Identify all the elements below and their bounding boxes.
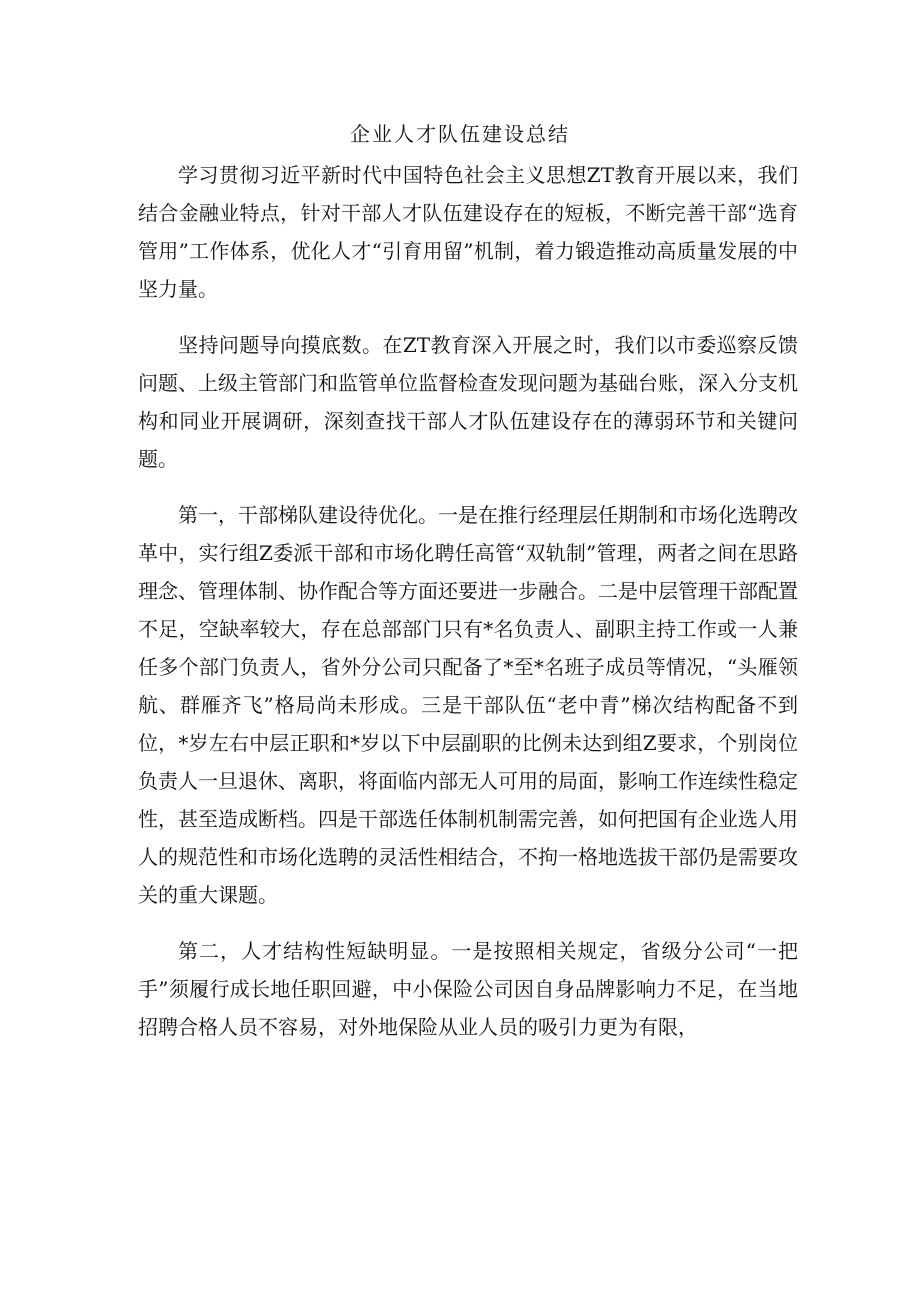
- document-title: 企业人才队伍建设总结: [350, 122, 570, 146]
- paragraph-problem-orientation: 坚持问题导向摸底数。在ZT教育深入开展之时，我们以市委巡察反馈问题、上级主管部门和监管单位监督检查发现问题为基础台账，深入分支机构和同业开展调研，深刻查找干部人才队伍建设存在的薄弱环节和关键问题。: [138, 333, 798, 471]
- document-body: [138, 156, 798, 1064]
- paragraph-cadre-echelon: 第一，干部梯队建设待优化。一是在推行经理层任期制和市场化选聘改革中，实行组Z委派干部和市场化聘任高管“双轨制”管理，两者之间在思路理念、管理体制、协作配合等方面还要进一步融合。二是中层管理干部配置不足，空缺率较大，存在总部部门只有*名负责人、副职主持工作或一人兼任多个部门负责人，省外分公司只配备了*至*名班子成员等情况，“头雁领航、群雁齐飞”格局尚未形成。三是干部队伍“老中青”梯次结构配备不到位，*岁左右中层正职和*岁以下中层副职的比例未达到组Z要求，个别岗位负责人一旦退休、离职，将面临内部无人可用的局面，影响工作连续性稳定性，甚至造成断档。四是干部选任体制机制需完善，如何把国有企业选人用人的规范性和市场化选聘的灵活性相结合，不拘一格地选拔干部仍是需要攻关的重大课题。: [138, 503, 798, 907]
- paragraph-intro: 学习贯彻习近平新时代中国特色社会主义思想ZT教育开展以来，我们结合金融业特点，针对干部人才队伍建设存在的短板，不断完善干部“选育管用”工作体系，优化人才“引育用留”机制，着力锻造推动高质量发展的中坚力量。: [138, 163, 798, 301]
- paragraph-talent-structure: 第二，人才结构性短缺明显。一是按照相关规定，省级分公司“一把手”须履行成长地任职回避，中小保险公司因自身品牌影响力不足，在当地招聘合格人员不容易，对外地保险从业人员的吸引力更为有限，: [138, 939, 798, 1039]
